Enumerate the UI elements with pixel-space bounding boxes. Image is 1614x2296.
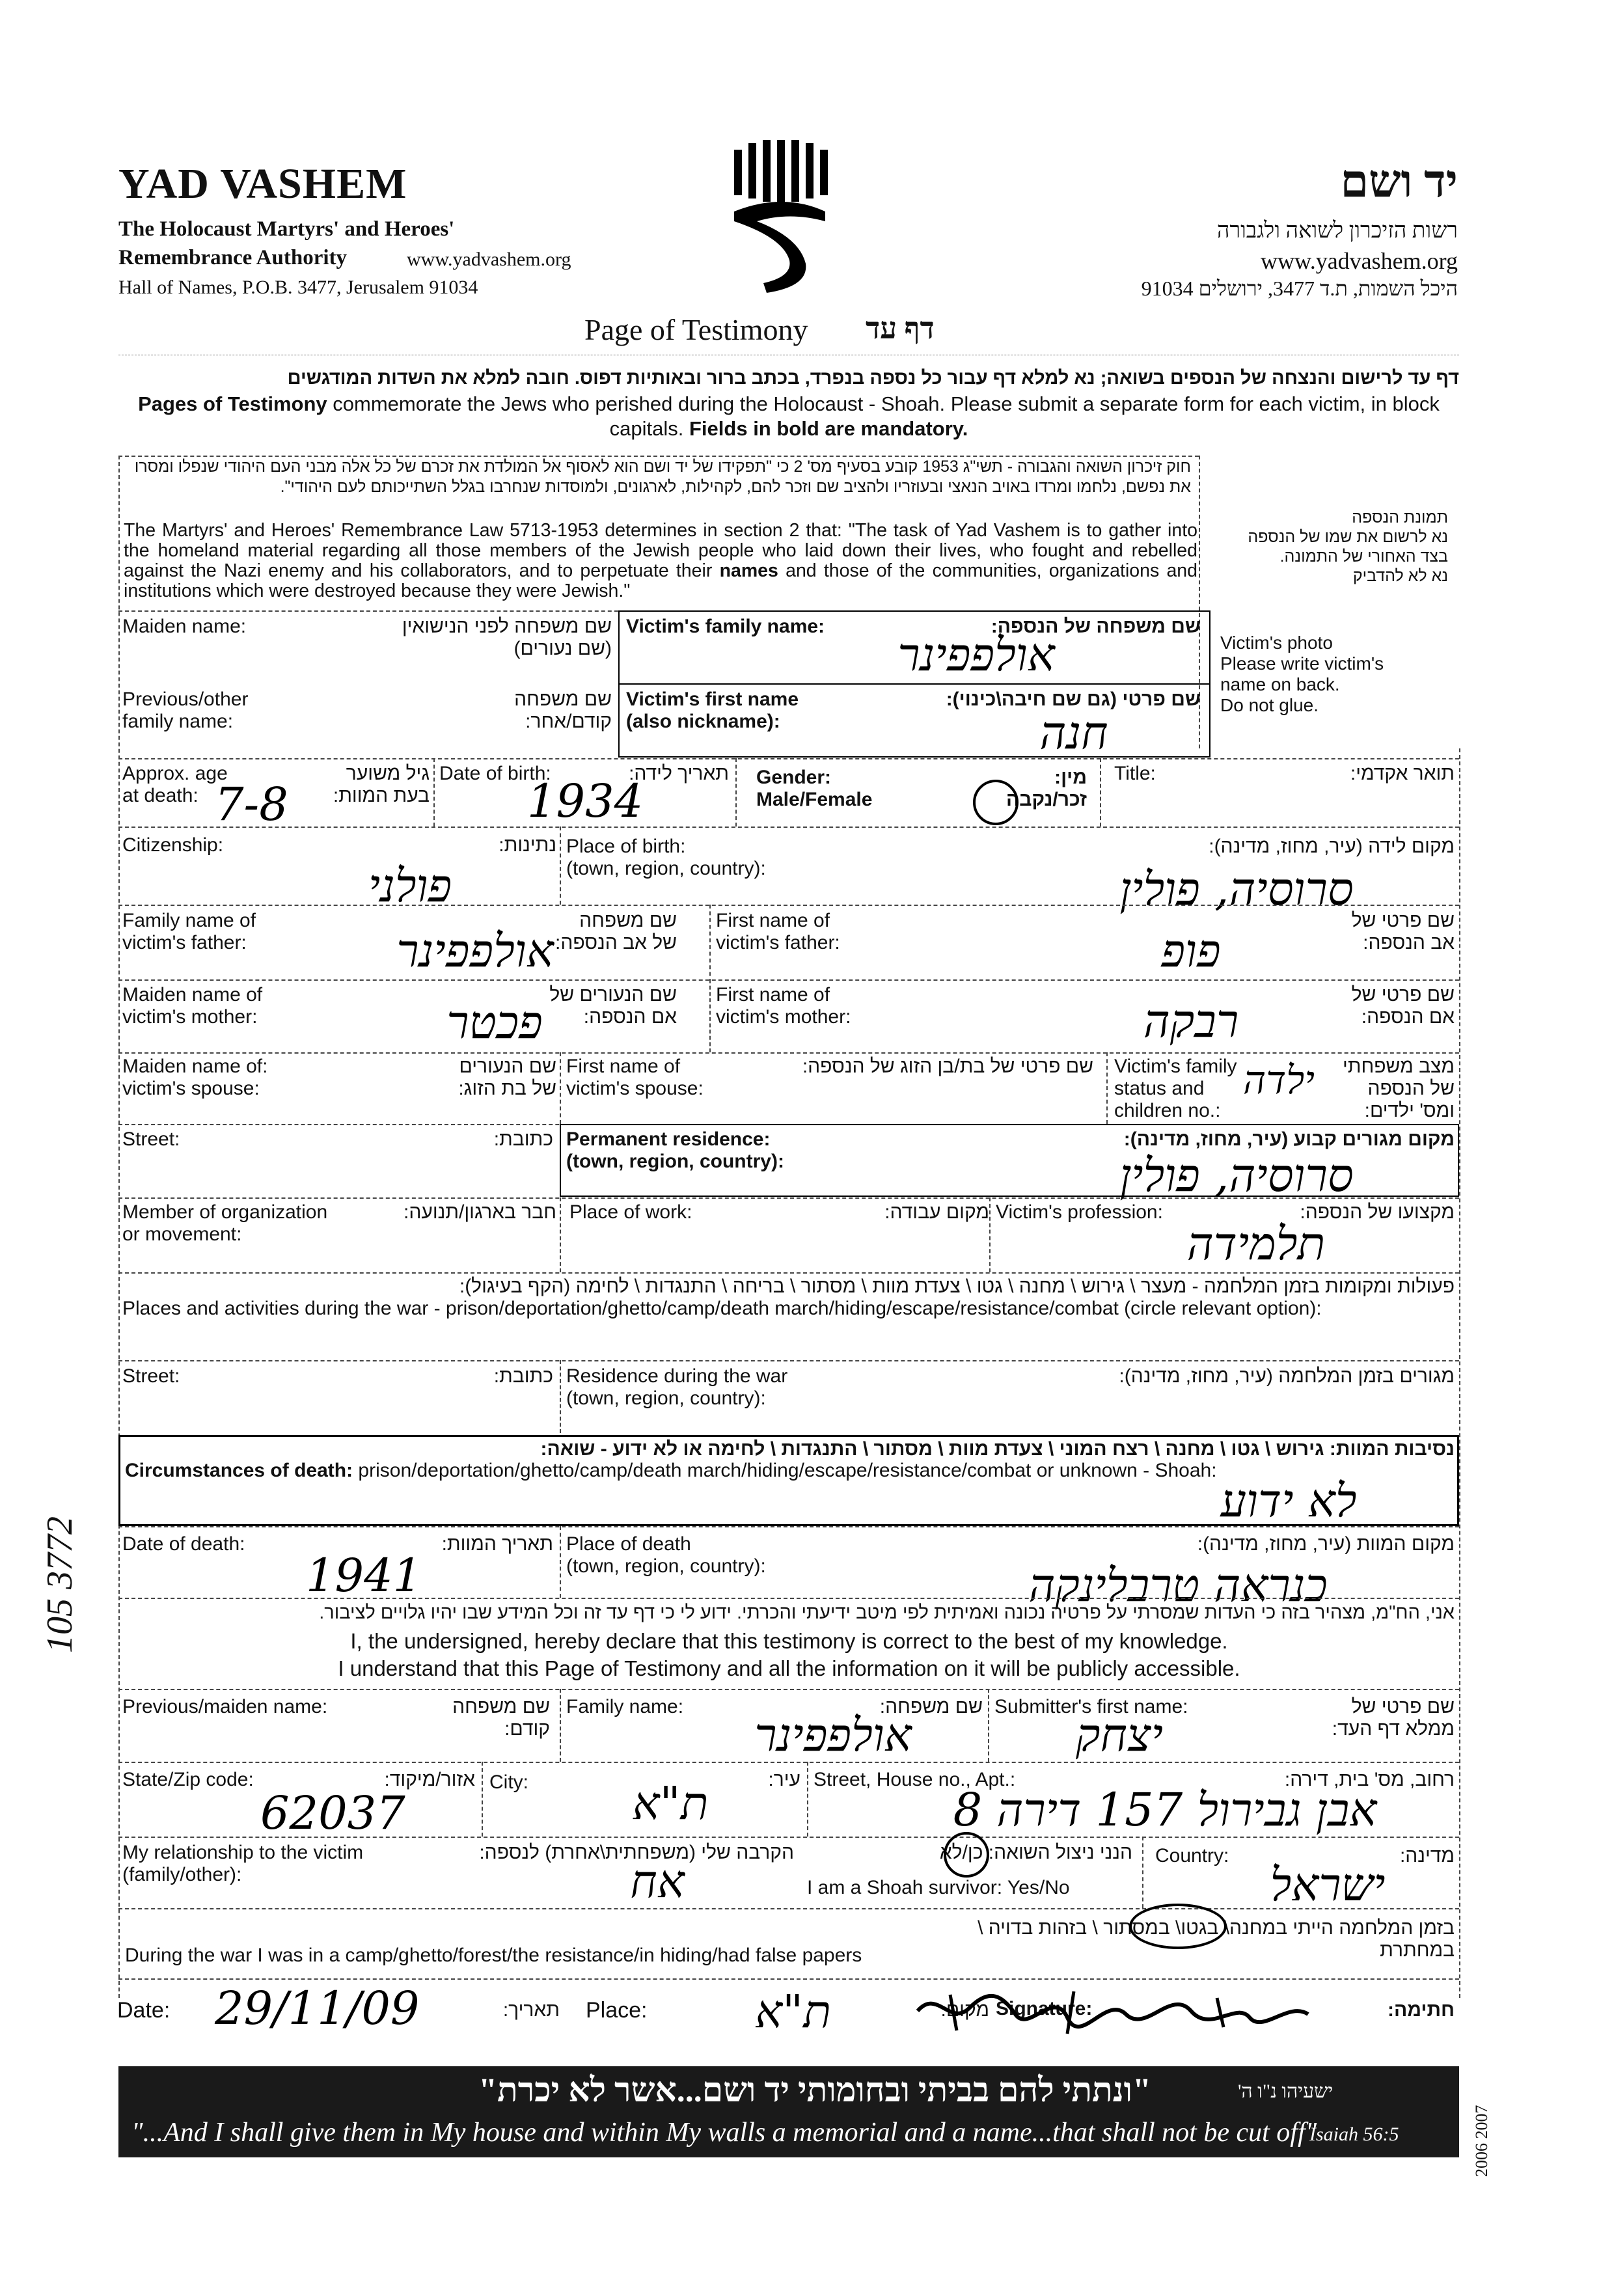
spouse-maiden-label-he-2: של בת הזוג:	[458, 1078, 556, 1099]
spouse-maiden-label	[122, 1056, 267, 1100]
age-value: 7-8	[215, 778, 288, 831]
footer-banner	[118, 2066, 1459, 2157]
col-divider	[560, 827, 561, 905]
victim-first-name-label-2: (also nickname):	[626, 711, 780, 732]
submitter-first-label-he	[1302, 1696, 1455, 1740]
camp-label-he: בזמן המלחמה הייתי במחנה\ בגטו\ במסתור \ בזהות בדויה \ במחתרת	[978, 1917, 1455, 1961]
war-residence-label-2: (town, region, country):	[566, 1387, 766, 1409]
footer-quote-he-ref: ישעיהו נ"ו ה'	[1238, 2081, 1334, 2102]
spouse-first-label	[566, 1056, 704, 1100]
zip-value: 62037	[260, 1786, 405, 1840]
mother-first-label-he-1: שם פרטי של	[1351, 984, 1455, 1005]
submitter-street-value: אבן גבירול 157 דירה 8	[953, 1783, 1377, 1837]
row-divider-17	[118, 1978, 1459, 1980]
victim-first-name-label-1: Victim's first name	[626, 689, 799, 710]
pob-label	[566, 836, 766, 880]
survivor-no-circle	[944, 1832, 989, 1878]
dob-value: 1934	[527, 774, 644, 828]
pob-value: סרוסיה, פולין	[1119, 862, 1354, 916]
mother-maiden-label-1: Maiden name of	[122, 984, 263, 1005]
relationship-label-2: (family/other):	[122, 1864, 242, 1885]
col-divider	[807, 1762, 808, 1837]
law-en-text1: The Martyrs' and Heroes' Remembrance Law 5713-1953 determines in section 2 that: "The task of Yad Vashem is to gather into the homeland material regarding all those members of the Jewish people who laid down their lives, who fought and rebelled against the Nazi enemy and his collaborators, and to perpetuate their	[124, 520, 1197, 581]
footer-quote-en: "...And I shall give them in My house and within My walls a memorial and a name...that shall not be cut off"	[131, 2118, 1317, 2148]
title-label-he: תואר אקדמי:	[1350, 763, 1455, 784]
city-label: City:	[489, 1771, 528, 1793]
col-divider	[560, 1052, 561, 1124]
father-family-label-1: Family name of	[122, 910, 256, 931]
father-family-label-he-1: שם משפחה	[579, 910, 677, 931]
date-label: Date:	[117, 1998, 171, 2023]
family-status-label	[1114, 1056, 1237, 1122]
age-label-he-2: בעת המוות:	[333, 785, 430, 806]
org-subtitle-he: רשות הזיכרון לשואה ולגבורה	[1216, 219, 1458, 243]
signature-label-he: חתימה:	[1387, 1999, 1455, 2021]
intro-he: דף עד לרישום והנצחה של הנספים בשואה; נא למלא דף עבור כל נספה בנפרד, בכתב ברור ובאותיות דפוס. חובה למלא את השדות המודגשים	[287, 368, 1459, 389]
mother-first-label	[716, 984, 851, 1028]
col-divider	[1100, 758, 1101, 827]
mother-maiden-label-he-2: אם הנספה:	[583, 1006, 677, 1028]
org-url-he: www.yadvashem.org	[1261, 248, 1458, 274]
col-divider	[560, 1197, 561, 1272]
mother-first-value: רבקה	[1143, 994, 1239, 1048]
victim-family-name-value: אולפפינר	[897, 628, 1055, 681]
gender-label	[756, 767, 872, 811]
mother-maiden-label-he-1: שם הנעורים של	[549, 984, 677, 1005]
perm-res-label-1: Permanent residence:	[566, 1128, 771, 1150]
photo-he-4: נא לא להדביק	[1352, 567, 1448, 585]
prev-family-label-1: Previous/other	[122, 689, 249, 710]
form-top-border	[118, 456, 1199, 457]
pob-label-1: Place of birth:	[566, 836, 686, 857]
row-divider-15	[118, 1837, 1459, 1838]
org-label	[122, 1201, 327, 1246]
profession-label-he: מקצועו של הנספה:	[1300, 1201, 1455, 1223]
circumstances-en-bold: Circumstances of death:	[125, 1460, 353, 1481]
perm-res-label-2: (town, region, country):	[566, 1151, 784, 1172]
submitter-prev-label: Previous/maiden name:	[122, 1696, 328, 1717]
org-address-en: Hall of Names, P.O.B. 3477, Jerusalem 91034	[118, 277, 478, 298]
date-label-he: תאריך:	[502, 1999, 560, 2021]
col-divider	[735, 758, 737, 827]
place-value: ת"א	[755, 1985, 831, 2038]
mother-maiden-label-2: victim's mother:	[122, 1006, 258, 1028]
declaration-en-2: I understand that this Page of Testimony and all the information on it will be publicly accessible.	[338, 1656, 1240, 1680]
camp-ghetto-circle	[1129, 1904, 1227, 1949]
row-divider-10	[118, 1360, 1459, 1361]
survivor-label-en: I am a Shoah survivor: Yes/No	[807, 1877, 1070, 1898]
row-divider-9	[118, 1272, 1459, 1274]
family-status-label-he-2: של הנספה	[1367, 1078, 1455, 1099]
footer-quote-en-ref: Isaiah 56:5	[1309, 2124, 1399, 2145]
photo-en-3: name on back.	[1220, 674, 1340, 694]
gender-label-he-1: מין:	[1054, 767, 1087, 788]
photo-en-1: Victim's photo	[1220, 633, 1333, 653]
row-divider-12	[118, 1598, 1459, 1599]
family-status-label-3: children no.:	[1114, 1100, 1221, 1121]
photo-he-2: נא לרשום את שמו של הנספה	[1248, 528, 1448, 546]
photo-en-2: Please write victim's	[1220, 653, 1384, 674]
submitter-street-label-he: רחוב, מס' בית, דירה:	[1284, 1769, 1455, 1790]
work-label: Place of work:	[569, 1201, 692, 1223]
victim-first-name-label-he: שם פרטי (גם שם חיבה\כינוי):	[946, 689, 1201, 710]
dob-label-he: תאריך לידה:	[629, 763, 729, 784]
perm-res-value: סרוסיה, פולין	[1119, 1149, 1354, 1202]
row-divider-4	[118, 905, 1459, 906]
age-label-he	[293, 763, 430, 807]
submitter-street-label: Street, House no., Apt.:	[814, 1769, 1016, 1790]
city-label-he: עיר:	[768, 1769, 800, 1790]
father-first-label-he	[1292, 910, 1455, 954]
mother-first-label-2: victim's mother:	[716, 1006, 851, 1028]
photo-en-4: Do not glue.	[1220, 695, 1319, 715]
dod-value: 1941	[306, 1549, 422, 1602]
relationship-label-he: הקרבה שלי (משפחתית\אחרת) לנספה:	[479, 1842, 794, 1863]
gender-label-1: Gender:	[756, 767, 832, 788]
org-label-he: חבר בארגון/תנועה:	[404, 1201, 556, 1223]
col-divider	[989, 1197, 991, 1272]
org-subtitle-en-1: The Holocaust Martyrs' and Heroes'	[118, 217, 455, 241]
country-label: Country:	[1155, 1845, 1229, 1866]
row-divider-11	[118, 1526, 1459, 1527]
dod-label: Date of death:	[122, 1533, 245, 1555]
maiden-name-label: Maiden name:	[122, 616, 247, 637]
street-label-he: כתובת:	[493, 1128, 553, 1150]
prev-family-label-he	[390, 689, 612, 733]
prev-family-label	[122, 689, 248, 733]
col-divider	[1142, 1837, 1143, 1908]
victim-family-name-label: Victim's family name:	[626, 616, 825, 637]
handwritten-signature	[911, 1982, 1315, 2040]
spouse-maiden-label-he-1: שם הנעורים	[459, 1056, 556, 1077]
prev-family-label-he-1: שם משפחה	[514, 689, 612, 710]
pob-label-2: (town, region, country):	[566, 858, 766, 879]
mother-maiden-value: פכטר	[446, 996, 543, 1049]
profession-value: תלמידה	[1186, 1217, 1326, 1270]
col-divider	[709, 905, 711, 983]
circumstances-label-he: נסיבות המוות: גירוש \ גטו \ מחנה \ רצח המוני \ צעדת מוות \ מסתור \ התנגדות \ לחימה או לא ידוע - שואה:	[540, 1438, 1455, 1460]
war-activities-he: פעולות ומקומות בזמן המלחמה - מעצר \ גירוש \ מחנה \ גטו \ צעדת מוות \ מסתור \ בריחה \ התנגדות \ לחימה (הקף בעיגול):	[459, 1276, 1455, 1297]
age-label-2: at death:	[122, 785, 198, 806]
submitter-prev-label-he-2: קודם:	[504, 1718, 550, 1740]
dod-label-he: תאריך המוות:	[441, 1533, 553, 1555]
city-value: ת"א	[632, 1777, 709, 1830]
col-divider	[560, 1689, 561, 1762]
place-label-he: מקום:	[940, 1999, 989, 2021]
relationship-label	[122, 1842, 363, 1886]
date-value: 29/11/09	[215, 1982, 420, 2035]
intro-en-bold: Pages of Testimony	[138, 392, 327, 415]
war-residence-label	[566, 1365, 787, 1410]
father-family-label	[122, 910, 256, 954]
family-status-label-1: Victim's family	[1114, 1056, 1237, 1077]
pod-label-1: Place of death	[566, 1533, 691, 1555]
spouse-maiden-label-2: victim's spouse:	[122, 1078, 260, 1099]
intro-en-text: commemorate the Jews who perished during the Holocaust - Shoah. Please submit a separate form for each victim, in block capitals.	[327, 392, 1440, 440]
signature-label: Signature:	[996, 1998, 1093, 2019]
maiden-name-label-he-2: (שם נעורים)	[513, 638, 612, 659]
photo-instructions-he	[1224, 508, 1448, 586]
intro-en	[118, 392, 1459, 441]
work-label-he: מקום עבודה:	[884, 1201, 989, 1223]
father-first-label-1: First name of	[716, 910, 830, 931]
mother-first-label-he	[1292, 984, 1455, 1028]
prev-family-label-2: family name:	[122, 711, 234, 732]
father-first-label	[716, 910, 840, 954]
submitter-family-label: Family name:	[566, 1696, 684, 1717]
relationship-value: אח	[630, 1855, 685, 1908]
row-divider-3	[118, 827, 1459, 828]
father-family-value: אולפפינר	[396, 924, 554, 977]
street-label: Street:	[122, 1128, 180, 1150]
declaration-he: אני, הח"מ, מצהיר בזה כי העדות שמסרתי על פרטיה נכונה ואמיתית לפי מיטב ידיעתי והכרתי. ידוע לי כי דף עד זה וכל המידע שבו יהיו גלויים לציבור.	[319, 1602, 1455, 1623]
spouse-first-label-1: First name of	[566, 1056, 681, 1077]
org-label-1: Member of organization	[122, 1201, 328, 1223]
submitter-first-label-he-1: שם פרטי של	[1351, 1696, 1455, 1717]
pod-label-he: מקום המוות (עיר, מחוז, מדינה):	[1197, 1533, 1455, 1555]
gender-label-he-2: זכר/נקבה	[1006, 789, 1087, 810]
side-year: 2006 2007	[1472, 2105, 1491, 2177]
law-en-bold: names	[719, 560, 778, 581]
pod-label	[566, 1533, 766, 1578]
war-activities-en: Places and activities during the war - prison/deportation/ghetto/camp/death march/hiding/escape/resistance/combat (circle relevant option):	[122, 1298, 1322, 1319]
submitter-prev-label-he-1: שם משפחה	[452, 1696, 550, 1717]
col-divider	[482, 1762, 483, 1837]
spouse-first-label-2: victim's spouse:	[566, 1078, 704, 1099]
row-divider-14	[118, 1762, 1459, 1763]
circumstances-en-text: prison/deportation/ghetto/camp/death march/hiding/escape/resistance/combat or unknown - Shoah:	[353, 1460, 1217, 1481]
col-divider	[1106, 1052, 1108, 1124]
row-divider-16	[118, 1908, 1459, 1909]
side-archive-number: 105 3772	[40, 1516, 80, 1653]
col-divider	[709, 979, 711, 1052]
org-label-2: or movement:	[122, 1223, 242, 1245]
col-divider	[433, 758, 435, 827]
title-label: Title:	[1114, 763, 1156, 784]
row-divider-8	[118, 1197, 1459, 1199]
org-name-he: יד ושם	[1340, 157, 1458, 207]
form-right-border	[1459, 748, 1460, 1998]
photo-he-1: תמונת הנספה	[1352, 508, 1448, 526]
law-he: חוק זיכרון השואה והגבורה - תשי"ג 1953 קובע בסעיף מס' 2 כי "תפקידו של יד ושם הוא לאסוף אל המולדת את זכרם של כל אלה מבני העם היהודי שנפלו ומסרו את נפשם, נלחמו ומרדו באויב הנאצי ובעוזריו ולהציב שם וזכר להם, לקהילות, לארגונים, ולמוסדות שנחרבו בגלל השתייכותם לעם היהודי".	[134, 458, 1191, 496]
photo-instructions-en	[1220, 633, 1435, 716]
row-divider-13	[118, 1689, 1459, 1690]
org-subtitle-en-2: Remembrance Authority	[118, 246, 348, 269]
citizenship-label-he: נתינות:	[499, 834, 556, 856]
father-first-label-he-1: שם פרטי של	[1351, 910, 1455, 931]
survivor-label-he: הנני ניצול השואה: כן/לא	[939, 1842, 1132, 1863]
country-value: ישראל	[1270, 1858, 1386, 1911]
col-divider	[560, 1360, 561, 1433]
yad-vashem-logo	[728, 140, 838, 296]
declaration-en-1: I, the undersigned, hereby declare that this testimony is correct to the best of my knowledge.	[350, 1629, 1228, 1653]
zip-label: State/Zip code:	[122, 1769, 254, 1790]
relationship-label-1: My relationship to the victim	[122, 1842, 364, 1863]
footer-quote-he: "ונתתי להם בביתי ובחומותי יד ושם...אשר לא יכרת"	[478, 2072, 1151, 2109]
org-url-en: www.yadvashem.org	[407, 249, 571, 270]
org-name-en: YAD VASHEM	[118, 160, 407, 208]
mother-maiden-label	[122, 984, 262, 1028]
submitter-prev-label-he	[417, 1696, 550, 1740]
father-first-label-2: victim's father:	[716, 932, 840, 953]
submitter-family-value: אולפפינר	[754, 1708, 912, 1762]
camp-label-en: During the war I was in a camp/ghetto/forest/the resistance/in hiding/had false papers	[125, 1945, 862, 1966]
form-left-border	[118, 456, 120, 1998]
pob-label-he: מקום לידה (עיר, מחוז, מדינה):	[1209, 836, 1455, 857]
family-status-label-he	[1337, 1056, 1455, 1122]
perm-res-label	[566, 1128, 784, 1173]
country-label-he: מדינה:	[1399, 1845, 1455, 1866]
dob-label: Date of birth:	[439, 763, 551, 784]
spouse-first-label-he: שם פרטי של בת/בן הזוג של הנספה:	[802, 1056, 1093, 1077]
mother-first-label-he-2: אם הנספה:	[1361, 1006, 1455, 1028]
row-divider-5	[118, 979, 1459, 981]
war-residence-label-1: Residence during the war	[566, 1365, 788, 1387]
mandatory-name-divider	[618, 683, 1210, 685]
circumstances-value: לא ידוע	[1220, 1474, 1357, 1527]
perm-res-label-he: מקום מגורים קבוע (עיר, מחוז, מדינה):	[1123, 1128, 1455, 1150]
father-first-label-he-2: אב הנספה:	[1363, 932, 1455, 953]
mother-first-label-1: First name of	[716, 984, 830, 1005]
pod-label-2: (town, region, country):	[566, 1555, 766, 1577]
col-divider	[560, 1526, 561, 1598]
maiden-name-label-he: שם משפחה לפני הנישואין	[402, 616, 612, 637]
family-status-label-2: status and	[1114, 1078, 1205, 1099]
row-divider-6	[118, 1052, 1459, 1054]
org-address-he: היכל השמות, ת.ד 3477, ירושלים 91034	[1141, 277, 1458, 300]
victim-family-name-label-he: שם משפחה של הנספה:	[991, 616, 1201, 637]
age-label-he-1: גיל משוער	[346, 763, 430, 784]
submitter-first-label: Submitter's first name:	[994, 1696, 1188, 1717]
victim-first-name-label	[626, 689, 799, 733]
spouse-maiden-label-he	[404, 1056, 556, 1100]
age-label-1: Approx. age	[122, 763, 228, 784]
zip-label-he: אזור/מיקוד:	[384, 1769, 475, 1790]
spouse-maiden-label-1: Maiden name of:	[122, 1056, 268, 1077]
family-status-label-he-3: ומס' ילדים:	[1364, 1100, 1455, 1121]
law-en-text2: and those of the communities, organizations and institutions which were destroyed because they were Jewish."	[124, 560, 1197, 601]
war-residence-label-he: מגורים בזמן המלחמה (עיר, מחוז, מדינה):	[1119, 1365, 1455, 1387]
gender-female-circle	[973, 780, 1019, 825]
father-family-label-2: victim's father:	[122, 932, 247, 953]
intro-en-bold2: Fields in bold are mandatory.	[689, 417, 968, 440]
prev-family-label-he-2: קודם/אחר:	[525, 711, 612, 732]
profession-label: Victim's profession:	[996, 1201, 1163, 1223]
page-title-he: דף עד	[866, 312, 935, 345]
family-status-value: ילדה	[1243, 1058, 1315, 1103]
gender-label-2: Male/Female	[756, 789, 873, 810]
law-en	[124, 521, 1197, 601]
place-label: Place:	[586, 1998, 648, 2023]
citizenship-label: Citizenship:	[122, 834, 224, 856]
col-divider	[988, 1689, 989, 1762]
row-divider-2	[118, 758, 1459, 759]
family-status-label-he-1: מצב משפחתי	[1342, 1056, 1455, 1077]
war-street-label: Street:	[122, 1365, 180, 1387]
submitter-family-label-he: שם משפחה:	[879, 1696, 983, 1717]
age-label	[122, 763, 228, 807]
submitter-first-value: יצחק	[1076, 1708, 1163, 1762]
victim-first-name-value: חנה	[1039, 706, 1108, 759]
father-family-label-he-2: של אב הנספה:	[555, 932, 677, 953]
submitter-first-label-he-2: ממלא דף העד:	[1332, 1718, 1455, 1740]
photo-he-3: בצד האחורי של התמונה.	[1279, 547, 1448, 566]
citizenship-value: פולני	[368, 859, 452, 912]
war-street-label-he: כתובת:	[493, 1365, 553, 1387]
pod-value: כנראה טרבלינקה	[1028, 1559, 1328, 1612]
father-first-value: פופ	[1161, 924, 1221, 977]
page-title-en: Page of Testimony	[584, 313, 808, 346]
